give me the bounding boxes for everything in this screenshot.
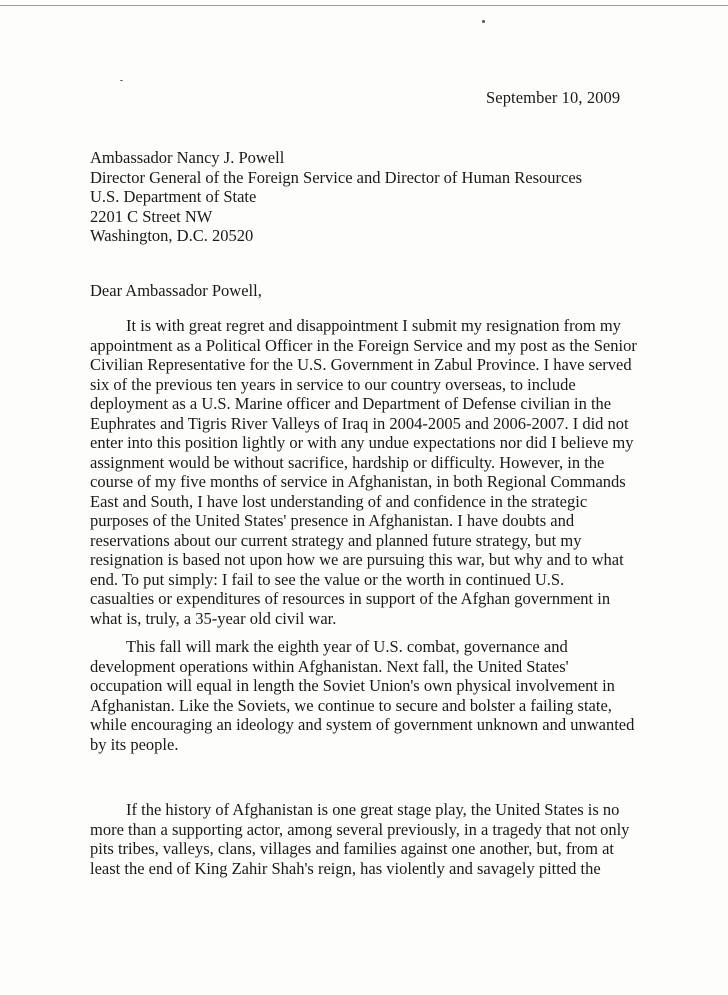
paragraph-line: casualties or expenditures of resources in support of the Afghan government in xyxy=(90,589,611,608)
paragraph-line: while encouraging an ideology and system of government unknown and unwanted xyxy=(90,715,635,734)
scan-speck xyxy=(120,80,123,81)
paragraph-line: course of my five months of service in Afghanistan, in both Regional Commands xyxy=(90,472,626,491)
paragraph-line: It is with great regret and disappointment I submit my resignation from my xyxy=(126,316,621,335)
paragraph-line: This fall will mark the eighth year of U.S. combat, governance and xyxy=(126,637,568,656)
address-line: Director General of the Foreign Service and Director of Human Resources xyxy=(90,167,583,187)
paragraph-line: occupation will equal in length the Soviet Union's own physical involvement in xyxy=(90,676,615,695)
body-paragraph-3 xyxy=(90,800,635,878)
paragraph-line: East and South, I have lost understanding of and confidence in the strategic xyxy=(90,491,588,511)
paragraph-line: deployment as a U.S. Marine officer and Department of Defense civilian in the xyxy=(90,394,612,413)
paragraph-line: what is, truly, a 35-year old civil war. xyxy=(90,608,337,628)
salutation: Dear Ambassador Powell, xyxy=(90,281,262,300)
paragraph-line: six of the previous ten years in service to our country overseas, to include xyxy=(90,374,576,394)
paragraph-line: enter into this position lightly or with any undue expectations nor did I believe my xyxy=(90,433,634,452)
paragraph-line: purposes of the United States' presence in Afghanistan. I have doubts and xyxy=(90,511,575,530)
address-line: 2201 C Street NW xyxy=(90,206,213,226)
paragraph-line: If the history of Afghanistan is one great stage play, the United States is no xyxy=(126,800,620,819)
paragraph-line: development operations within Afghanistan. Next fall, the United States' xyxy=(90,656,569,676)
paragraph-line: least the end of King Zahir Shah's reign, has violently and savagely pitted the xyxy=(90,858,601,878)
letter-date: September 10, 2009 xyxy=(486,88,621,107)
paragraph-line: reservations about our current strategy and planned future strategy, but my xyxy=(90,530,582,550)
paragraph-line: by its people. xyxy=(90,734,179,754)
paragraph-line: more than a supporting actor, among several previously, in a tragedy that not only xyxy=(90,819,630,839)
paragraph-line: Afghanistan. Like the Soviets, we continue to secure and bolster a failing state, xyxy=(90,695,612,715)
paragraph-line: end. To put simply: I fail to see the value or the worth in continued U.S. xyxy=(90,569,565,589)
address-line: U.S. Department of State xyxy=(90,187,257,206)
paragraph-line: Civilian Representative for the U.S. Government in Zabul Province. I have served xyxy=(90,355,632,374)
address-line: Ambassador Nancy J. Powell xyxy=(90,148,285,167)
paragraph-line: pits tribes, valleys, clans, villages and families against one another, but, from at xyxy=(90,839,614,858)
address-line: Washington, D.C. 20520 xyxy=(90,226,254,245)
recipient-address xyxy=(90,148,670,246)
paragraph-line: Euphrates and Tigris River Valleys of Iraq in 2004-2005 and 2006-2007. I did not xyxy=(90,413,629,433)
scan-top-edge xyxy=(0,0,728,6)
body-paragraph-1 xyxy=(90,316,635,628)
body-paragraph-2 xyxy=(90,637,635,754)
paragraph-line: assignment would be without sacrifice, hardship or difficulty. However, in the xyxy=(90,452,605,472)
paragraph-line: appointment as a Political Officer in the Foreign Service and my post as the Senior xyxy=(90,335,637,355)
paragraph-line: resignation is based not upon how we are pursuing this war, but why and to what xyxy=(90,550,624,569)
scan-speck xyxy=(482,20,485,23)
